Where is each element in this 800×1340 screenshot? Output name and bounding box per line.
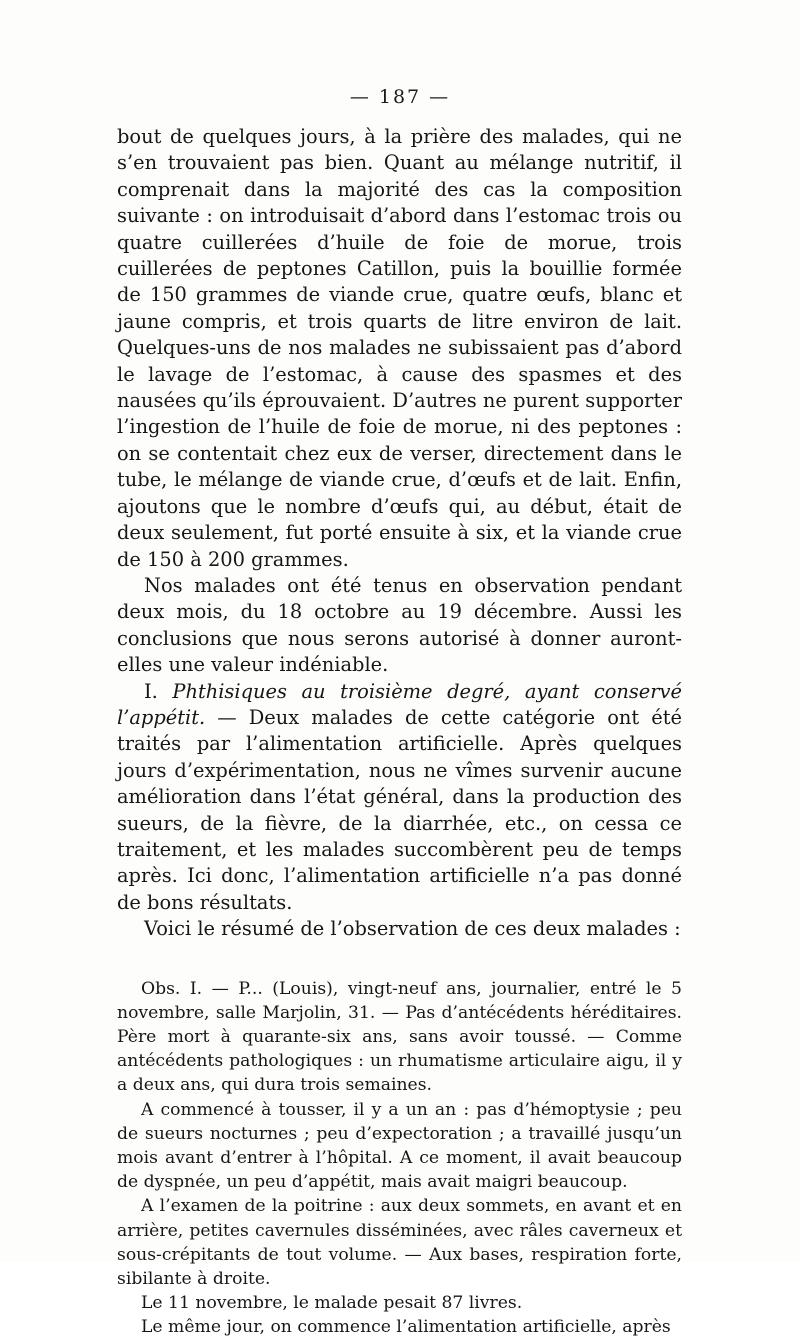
observation-paragraph: Le 11 novembre, le malade pesait 87 livres. bbox=[141, 1293, 523, 1314]
paragraph-nutrition: bout de quelques jours, à la prière des malades, qui ne s’en trouvaient pas bien. Quant au mélange nutritif, il comprenait dans la majorité des cas la composition suivante : on introduisait d’abord dans l’estomac trois ou quatre cuillerées d’huile de foie de morue, trois cuillerées de peptones Catillon, puis la bouillie formée de 150 grammes de viande crue, quatre œufs, blanc et jaune compris, et trois quarts de litre environ de lait. Quelques-uns de nos malades ne subissaient pas d’abord le lavage de l’estomac, à cause des spasmes et des nausées qu’ils éprouvaient. D’autres ne purent supporter l’ingestion de l’huile de foie de morue, ni des peptones : on se contentait chez eux de verser, directement dans le tube, le mélange de viande crue, d’œufs et de lait. Enfin, ajoutons que le nombre d’œufs qui, au début, était de deux seulement, fut porté ensuite à six, et la viande crue de 150 à 200 grammes. bbox=[117, 125, 682, 571]
paragraph-observation-period: Nos malades ont été tenus en observation pendant deux mois, du 18 octobre au 19 décembre. Aussi les conclusions que nous serons autorisé à donner auront-elles une valeur indéniable. bbox=[117, 573, 682, 677]
observation-block bbox=[117, 977, 682, 1340]
observation-paragraph: A commencé à tousser, il y a un an : pas d’hémoptysie ; peu de sueurs nocturnes ; peu d’expectoration ; a travaillé jusqu’un mois avant d’entrer à l’hôpital. A ce moment, il avait beaucoup de dyspnée, un peu d’appétit, mais avait maigri beaucoup. bbox=[117, 1099, 682, 1193]
observation-paragraph: A l’examen de la poitrine : aux deux sommets, en avant et en arrière, petites cavernules disséminées, avec râles caverneux et sous-crépitants de tout volume. — Aux bases, respiration forte, sibilante à droite. bbox=[117, 1196, 682, 1290]
intro-line: Voici le résumé de l’observation de ces deux malades : bbox=[144, 917, 681, 941]
section-paragraph bbox=[117, 679, 682, 917]
section-number: I. bbox=[144, 679, 158, 703]
section-heading: Phthisiques au troisième degré, ayant conservé l’appétit. bbox=[117, 679, 682, 729]
observation-paragraph: Obs. I. — P... (Louis), vingt-neuf ans, journalier, entré le 5 novembre, salle Marjolin, 31. — Pas d’antécédents héréditaires. Père mort à quarante-six ans, sans avoir toussé. — Comme antécédents pathologiques : un rhumatisme articulaire aigu, il y a deux ans, qui dura trois semaines. bbox=[117, 978, 682, 1096]
section-dash: — bbox=[205, 705, 249, 729]
section-text: Deux malades de cette catégorie ont été traités par l’alimentation artificielle. Après quelques jours d’expérimentation, nous ne vîmes survenir aucune amélioration dans l’état général, dans la production des sueurs, de la fièvre, de la diarrhée, etc., on cessa ce traitement, et les malades succombèrent peu de temps après. Ici donc, l’alimentation artificielle n’a pas donné de bons résultats. bbox=[117, 705, 682, 914]
observation-paragraph: Le même jour, on commence l’alimentation artificielle, après bbox=[141, 1317, 671, 1338]
spacer bbox=[117, 943, 682, 977]
page-number: — 187 — bbox=[349, 86, 451, 108]
page-body bbox=[117, 124, 682, 1340]
